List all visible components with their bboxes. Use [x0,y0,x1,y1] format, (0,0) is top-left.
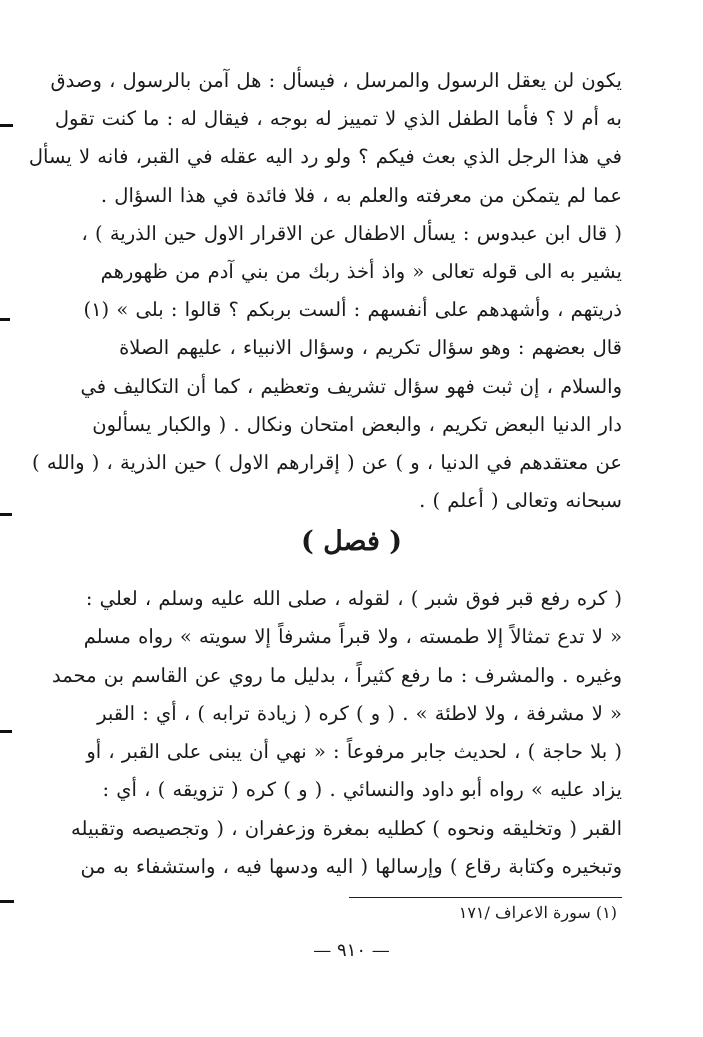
scan-edge-mark [0,124,13,127]
text-line: القبر ( وتخليقه ونحوه ) كطليه بمغرة وزعفران ، ( وتجصيصه وتقبيله [71,816,622,840]
text-line: « لا مشرفة ، ولا لاطئة » . ( و ) كره ( زيادة ترابه ) ، أي : القبر [97,701,622,725]
text-line: به أم لا ؟ فأما الطفل الذي لا تمييز له بوجه ، فيقال له : ما كنت تقول [54,107,622,131]
section-heading: ( فصل ) [300,526,403,557]
text-line: ذريتهم ، وأشهدهم على أنفسهم : ألست بربكم ؟ قالوا : بلى » (١) [83,298,622,322]
text-line: قال بعضهم : وهو سؤال تكريم ، وسؤال الانبياء ، عليهم الصلاة [119,336,622,360]
text-line: يشير به الى قوله تعالى « واذ أخذ ربك من بني آدم من ظهورهم [100,260,622,284]
paragraph-1 [28,62,622,520]
text-line: « لا تدع تمثالاً إلا طمسته ، ولا قبراً مشرفاً إلا سويته » رواه مسلم [83,625,622,649]
paragraph-2 [52,580,622,886]
scan-edge-mark [0,318,10,321]
text-line: يكون لن يعقل الرسول والمرسل ، فيسأل : هل آمن بالرسول ، وصدق [50,69,622,92]
text-line: والسلام ، إن ثبت فهو سؤال تشريف وتعظيم ، كما أن التكاليف في [80,374,622,398]
text-line: ( بلا حاجة ) ، لحديث جابر مرفوعاً : « نهي أن يبنى على القبر ، أو [86,740,622,764]
text-line: ( قال ابن عبدوس : يسأل الاطفال عن الاقرار الاول حين الذرية ) ، [81,221,622,245]
text-line: وغيره . والمشرف : ما رفع كثيراً ، بدليل ما روي عن القاسم بن محمد [52,663,622,687]
text-line: يزاد عليه » رواه أبو داود والنسائي . ( و ) كره ( تزويقه ) ، أي : [102,778,622,802]
text-line: عما لم يتمكن من معرفته والعلم به ، فلا فائدة في هذا السؤال . [100,183,622,207]
text-line: وتبخيره وكتابة رقاع ) وإرسالها ( اليه ودسها فيه ، واستشفاء به من [80,855,622,879]
footnote-divider [349,897,622,898]
footnote: (١) سورة الاعراف /١٧١ [458,903,617,922]
scan-edge-mark [0,730,12,733]
text-line: دار الدنيا البعض تكريم ، والبعض امتحان ونكال . ( والكبار يسألون [92,412,622,436]
text-line: ( كره رفع قبر فوق شبر ) ، لقوله ، صلى الله عليه وسلم ، لعلي : [85,587,622,610]
text-line: عن معتقدهم في الدنيا ، و ) عن ( إقرارهم الاول ) حين الذرية ، ( والله ) [32,451,622,475]
text-line: في هذا الرجل الذي بعث فيكم ؟ ولو رد اليه عقله في القبر، فانه لا يسأل [28,145,622,169]
scan-edge-mark [0,900,14,903]
text-line: سبحانه وتعالى ( أعلم ) . [419,489,622,513]
scan-edge-mark [0,513,12,516]
page-number: — ٩١٠ — [313,940,390,961]
